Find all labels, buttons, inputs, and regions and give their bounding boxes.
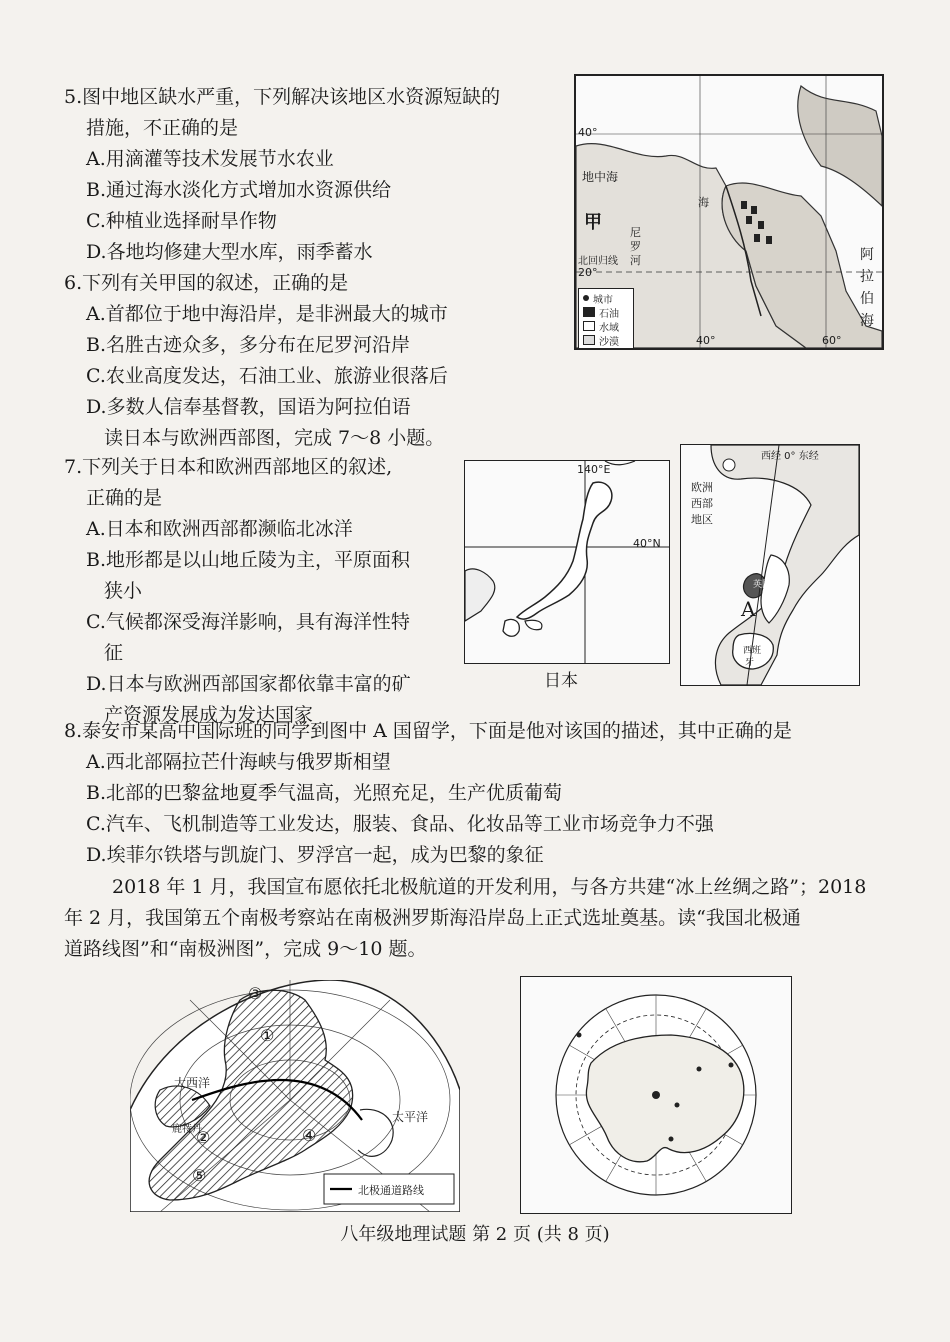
water-icon	[583, 321, 595, 331]
marker-5: ⑤	[192, 1166, 207, 1185]
rotterdam-label: 鹿特丹	[172, 1124, 202, 1135]
q7-option-d-1: D.日本与欧洲西部国家都依靠丰富的矿	[86, 673, 411, 695]
nile-label-3: 河	[630, 254, 641, 267]
q7-option-d-2: 产资源发展成为发达国家	[104, 704, 314, 726]
map-arctic-route	[130, 980, 460, 1212]
intro-7-8: 读日本与欧洲西部图，完成 7～8 小题。	[104, 427, 445, 449]
tropic-label: 北回归线	[578, 256, 618, 267]
question-6	[64, 268, 448, 454]
q5-option-c: C.种植业选择耐旱作物	[86, 210, 277, 232]
q8-option-c: C.汽车、飞机制造等工业发达，服装、食品、化妆品等工业市场竞争力不强	[86, 813, 714, 835]
intro-9-10-line2: 年 2 月，我国第五个南极考察站在南极洲罗斯海沿岸岛上正式选址奠基。读“我国北极通	[64, 907, 801, 929]
q7-option-a: A.日本和欧洲西部都濒临北冰洋	[86, 518, 353, 540]
map-western-europe	[680, 444, 860, 686]
map-antarctica	[520, 976, 792, 1214]
map-japan-svg	[465, 461, 669, 663]
q8-option-b: B.北部的巴黎盆地夏季气温高，光照充足，生产优质葡萄	[86, 782, 563, 804]
marker-1: ①	[260, 1026, 275, 1045]
legend-water: 水域	[599, 322, 619, 334]
q6-option-c: C.农业高度发达，石油工业、旅游业很落后	[86, 365, 448, 387]
map-arctic-svg	[130, 980, 460, 1212]
intro-9-10-line3: 道路线图”和“南极洲图”，完成 9～10 题。	[64, 938, 427, 960]
question-8	[64, 716, 792, 871]
uk-label: 英国	[753, 580, 772, 590]
atlantic-label: 大西洋	[174, 1076, 211, 1090]
country-jia-label: 甲	[584, 212, 602, 233]
route-legend: 北极通道路线	[358, 1184, 424, 1197]
marker-4: ④	[302, 1126, 317, 1145]
legend-desert: 沙漠	[599, 336, 619, 348]
nile-label-2: 罗	[630, 240, 641, 253]
spain-label-2: 牙	[745, 658, 755, 668]
q7-option-b-1: B.地形都是以山地丘陵为主，平原面积	[86, 549, 411, 571]
legend-city: 城市	[593, 294, 613, 306]
marker-3: ③	[248, 984, 263, 1003]
q5-option-d: D.各地均修建大型水库，雨季蓄水	[86, 241, 373, 263]
intro-9-10-line1: 2018 年 1 月，我国宣布愿依托北极航道的开发利用，与各方共建“冰上丝绸之路”；2018	[112, 876, 867, 898]
europe-meridian-label: 西经 0° 东经	[761, 451, 819, 462]
q7-stem-line1: 7.下列关于日本和欧洲西部地区的叙述,	[64, 456, 393, 478]
q6-option-b: B.名胜古迹众多，多分布在尼罗河沿岸	[86, 334, 411, 356]
desert-icon	[583, 335, 595, 345]
country-a-label: A	[741, 597, 756, 621]
q6-stem: 6.下列有关甲国的叙述，正确的是	[64, 272, 349, 294]
nile-label-1: 尼	[630, 226, 641, 239]
pacific-label: 太平洋	[392, 1110, 429, 1124]
lon-40-label: 40°	[696, 334, 716, 347]
lat-20-label: 20°	[578, 266, 598, 279]
q7-option-c-2: 征	[104, 642, 124, 664]
map-japan	[464, 460, 670, 664]
europe-region-1: 欧洲	[691, 481, 713, 494]
q6-option-d: D.多数人信奉基督教，国语为阿拉伯语	[86, 396, 411, 418]
q8-option-d: D.埃菲尔铁塔与凯旋门、罗浮宫一起，成为巴黎的象征	[86, 844, 544, 866]
lon-60-label: 60°	[822, 334, 842, 347]
lat-40-label: 40°	[578, 126, 598, 139]
europe-region-2: 西部	[691, 497, 713, 510]
question-7	[64, 452, 411, 731]
marker-2: ②	[196, 1128, 211, 1147]
q8-option-a: A.西北部隔拉芒什海峡与俄罗斯相望	[86, 751, 391, 773]
q7-option-c-1: C.气候都深受海洋影响，具有海洋性特	[86, 611, 410, 633]
q5-option-a: A.用滴灌等技术发展节水农业	[86, 148, 334, 170]
oil-icon	[583, 307, 595, 317]
europe-region-3: 地区	[691, 513, 713, 526]
sea-label: 海	[698, 196, 709, 209]
arabian-sea-3: 伯	[860, 291, 874, 307]
japan-caption: 日本	[544, 671, 578, 691]
spain-label-1: 西班	[743, 646, 762, 656]
intro-9-10	[64, 872, 866, 965]
q8-stem: 8.泰安市某高中国际班的同学到图中 A 国留学，下面是他对该国的描述，其中正确的是	[64, 720, 792, 742]
arabian-sea-1: 阿	[860, 247, 874, 263]
page-footer: 八年级地理试题 第 2 页 (共 8 页)	[340, 1224, 610, 1245]
map-north-africa	[574, 74, 884, 350]
q6-option-a: A.首都位于地中海沿岸，是非洲最大的城市	[86, 303, 448, 325]
arabian-sea-2: 拉	[860, 269, 874, 285]
city-icon	[583, 295, 589, 301]
q5-stem-line2: 措施，不正确的是	[86, 117, 239, 139]
lat-40n-label: 40°N	[633, 537, 661, 550]
legend-oil: 石油	[599, 308, 619, 320]
lon-140e-label: 140°E	[577, 463, 611, 476]
arabian-sea-4: 海	[860, 313, 874, 329]
q7-stem-line2: 正确的是	[86, 487, 163, 509]
mediterranean-label: 地中海	[582, 170, 619, 184]
map-legend	[578, 288, 634, 350]
question-5	[64, 82, 500, 268]
q5-option-b: B.通过海水淡化方式增加水资源供给	[86, 179, 392, 201]
map-antarctica-svg	[521, 977, 791, 1213]
q7-option-b-2: 狭小	[104, 580, 143, 602]
q5-stem-line1: 5.图中地区缺水严重，下列解决该地区水资源短缺的	[64, 86, 501, 108]
